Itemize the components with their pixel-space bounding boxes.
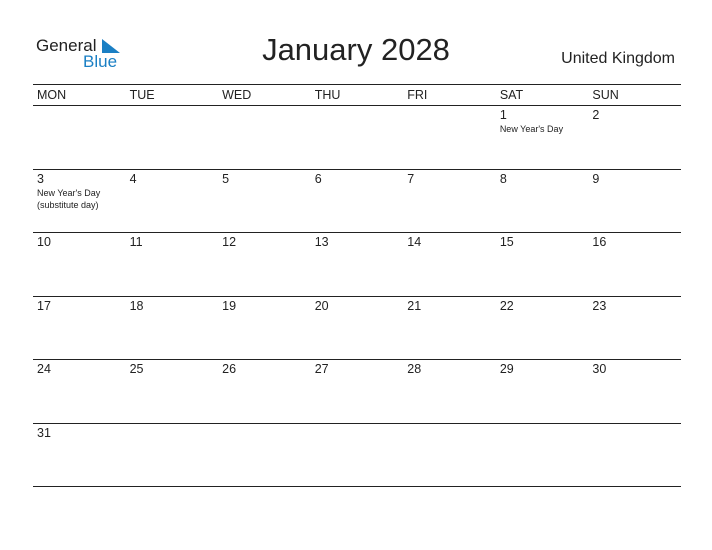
calendar-title: January 2028: [262, 32, 450, 67]
day-cell[interactable]: [33, 233, 126, 296]
day-number: 22: [499, 298, 514, 313]
day-cell: [218, 424, 311, 487]
day-cell[interactable]: [126, 170, 219, 233]
day-number: 4: [129, 171, 137, 186]
day-number: 9: [592, 171, 600, 186]
day-cell[interactable]: [588, 106, 681, 169]
week-row: [33, 106, 681, 170]
day-number: 11: [129, 235, 143, 249]
day-number: 28: [407, 362, 422, 376]
day-cell[interactable]: [403, 233, 496, 296]
day-cell[interactable]: [496, 106, 589, 169]
day-number: 24: [37, 362, 51, 376]
day-cell: [403, 424, 496, 487]
day-cell[interactable]: [403, 297, 496, 360]
day-cell[interactable]: [496, 233, 589, 296]
day-cell[interactable]: [218, 297, 311, 360]
day-cell: [311, 106, 404, 169]
holiday-label: New Year's Day: [499, 124, 564, 134]
day-number: 14: [407, 235, 422, 249]
day-cell: [218, 106, 311, 169]
logo-text-blue: Blue: [83, 52, 118, 71]
day-number: 27: [314, 362, 329, 376]
weekday-header: SAT: [499, 88, 524, 102]
day-number: 1: [499, 108, 507, 122]
day-cell[interactable]: [496, 297, 589, 360]
day-number: 26: [222, 362, 237, 376]
week-row: [33, 170, 681, 234]
day-number: 20: [314, 298, 329, 313]
day-number: 7: [407, 171, 415, 186]
weekday-header: THU: [314, 88, 341, 102]
day-number: 25: [129, 362, 144, 376]
day-number: 13: [314, 235, 329, 249]
weekday-header: TUE: [129, 88, 155, 102]
day-cell[interactable]: [311, 170, 404, 233]
week-row: [33, 233, 681, 297]
day-number: 21: [407, 298, 422, 313]
day-cell[interactable]: [33, 424, 126, 487]
day-cell[interactable]: [218, 233, 311, 296]
day-cell[interactable]: [496, 360, 589, 423]
day-cell[interactable]: [496, 170, 589, 233]
day-cell[interactable]: [218, 360, 311, 423]
calendar-weeks: [33, 106, 681, 487]
day-number: 23: [592, 298, 607, 313]
day-number: 2: [592, 108, 600, 122]
day-cell[interactable]: [33, 360, 126, 423]
day-cell[interactable]: [33, 297, 126, 360]
weekday-header-row: [33, 84, 681, 106]
day-cell[interactable]: [588, 233, 681, 296]
country-label: United Kingdom: [561, 50, 675, 67]
week-row: [33, 297, 681, 361]
day-cell[interactable]: [311, 297, 404, 360]
day-cell[interactable]: [588, 360, 681, 423]
day-number: 3: [37, 171, 44, 186]
day-number: 6: [314, 171, 322, 186]
day-number: 19: [222, 298, 237, 313]
day-cell: [126, 424, 219, 487]
day-cell: [403, 106, 496, 169]
day-number: 8: [499, 171, 507, 186]
weekday-header: SUN: [592, 88, 619, 102]
day-cell[interactable]: [588, 297, 681, 360]
day-number: 10: [37, 235, 51, 249]
day-number: 31: [37, 425, 51, 440]
day-cell[interactable]: [218, 170, 311, 233]
day-cell[interactable]: [588, 170, 681, 233]
day-number: 29: [499, 362, 514, 376]
day-number: 16: [592, 235, 607, 249]
day-cell: [496, 424, 589, 487]
holiday-label: New Year's Day: [37, 187, 101, 198]
holiday-label: (substitute day): [37, 199, 99, 210]
day-cell: [33, 106, 126, 169]
day-cell[interactable]: [126, 233, 219, 296]
weekday-header: WED: [222, 88, 252, 102]
day-cell[interactable]: [126, 360, 219, 423]
day-number: 5: [222, 171, 230, 186]
day-cell[interactable]: [126, 297, 219, 360]
day-number: 12: [222, 235, 237, 249]
day-cell: [311, 424, 404, 487]
weekday-header: FRI: [407, 88, 428, 102]
week-row: [33, 360, 681, 424]
day-cell[interactable]: [403, 360, 496, 423]
day-cell[interactable]: [33, 170, 126, 233]
calendar-grid: [33, 84, 681, 487]
day-number: 18: [129, 298, 144, 313]
day-number: 15: [499, 235, 514, 249]
week-row: [33, 424, 681, 488]
day-number: 30: [592, 362, 607, 376]
day-cell[interactable]: [311, 233, 404, 296]
day-cell: [126, 106, 219, 169]
day-cell[interactable]: [311, 360, 404, 423]
logo-text-general: General: [36, 36, 97, 55]
day-cell[interactable]: [403, 170, 496, 233]
day-cell: [588, 424, 681, 487]
day-number: 17: [37, 298, 51, 313]
weekday-header: MON: [37, 88, 67, 102]
